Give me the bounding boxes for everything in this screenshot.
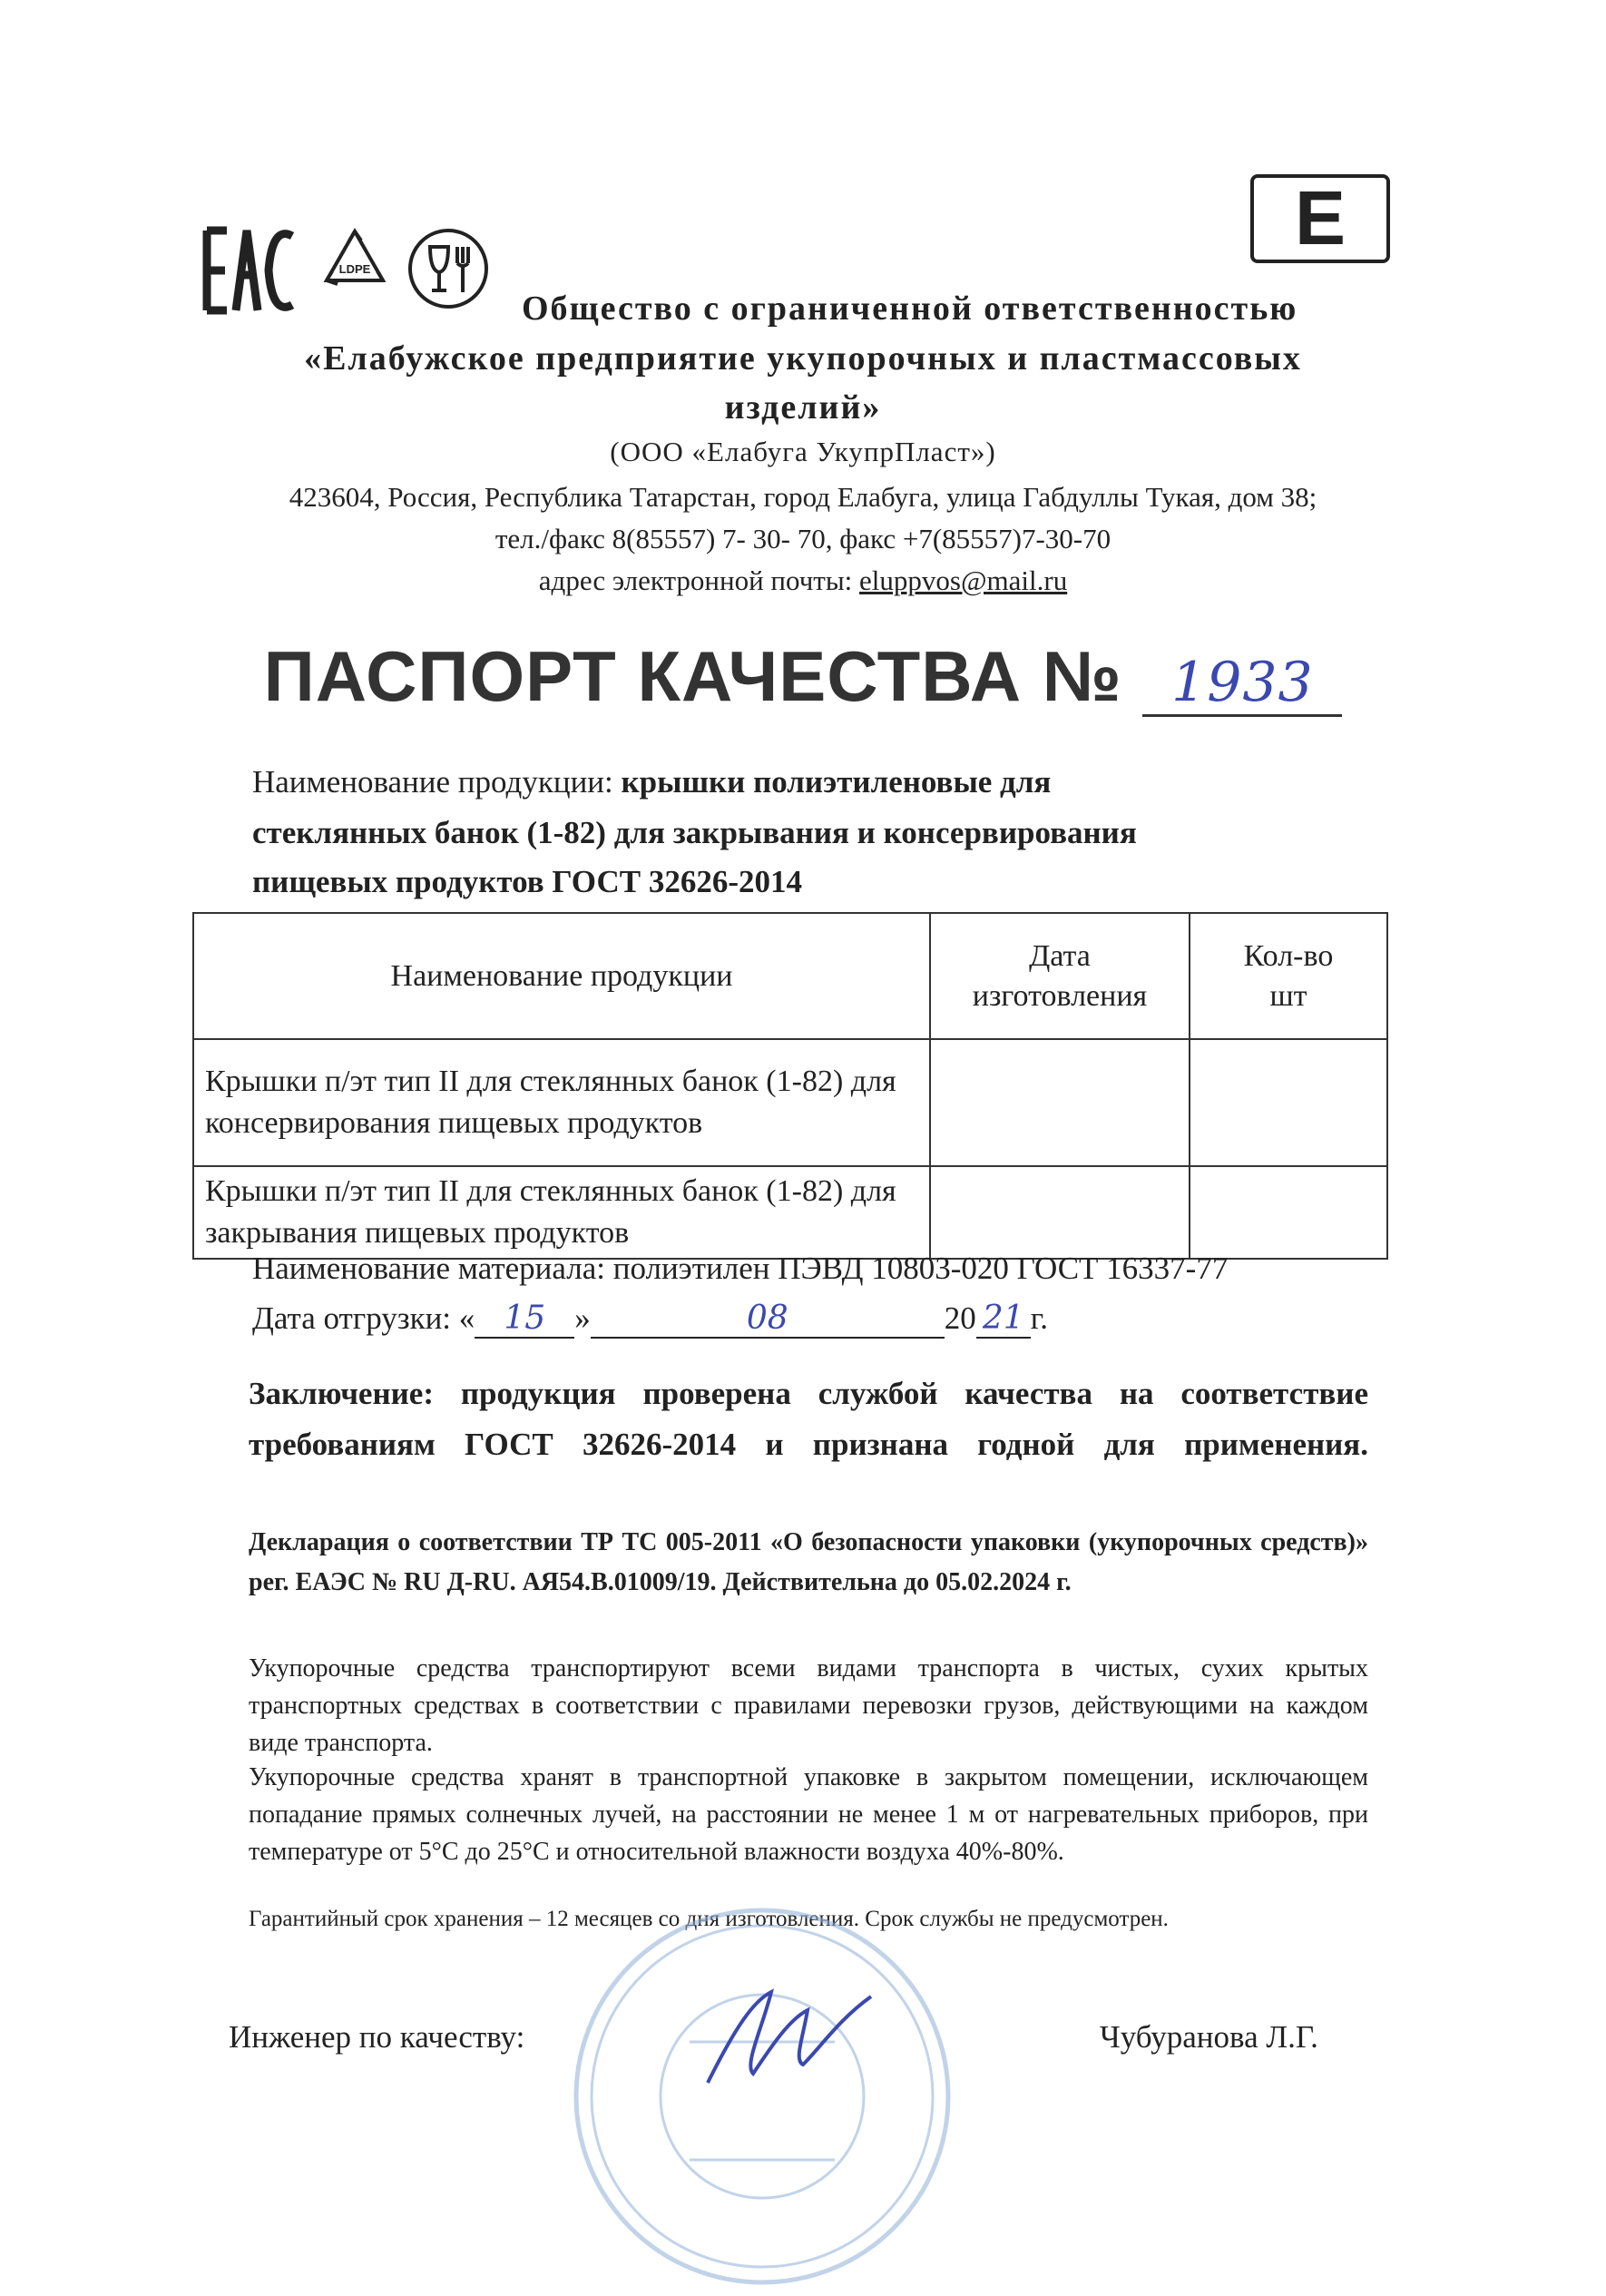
glass-fork-icon [406,227,490,310]
col-header-date-2: изготовления [972,978,1148,1013]
org-short-name: (ООО «Елабуга УкупрПласт») [610,436,996,467]
shipment-open-quote: « [458,1300,475,1336]
col-header-date-1: Дата [1029,938,1091,973]
shipment-close-quote: » [574,1300,591,1336]
org-phone: тел./факс 8(85557) 7- 30- 70, факс +7(85557)7-30-70 [495,523,1111,554]
org-line-3: изделий» [724,388,882,427]
shipment-month: 08 [591,1300,945,1339]
col-header-qty [1190,913,1387,1039]
table-row [193,1039,1387,1166]
col-header-date [930,913,1190,1039]
signature [690,1974,889,2101]
products-table [192,912,1388,1260]
product-name-3: пищевых продуктов ГОСТ 32626-2014 [252,864,802,899]
shipment-day: 15 [475,1300,574,1339]
declaration: Декларация о соответствии ТР ТС 005-2011 «О безопасности упаковки (укупорочных средств)» рег. ЕАЭС № RU Д-RU. АЯ54.В.01009/19. Действительна до 05.02.2024 г. [249,1528,1368,1596]
conclusion: Заключение: продукция проверена службой качества на соответствие требованиям ГОСТ 32626-2014 и признана годной для применения. [249,1376,1368,1462]
shipment-year-end: г. [1030,1300,1048,1336]
shipment-line [252,1300,1048,1339]
col-header-name: Наименование продукции [193,913,930,1039]
product-line-1 [252,764,1051,800]
org-line-2: «Елабужское предприятие укупорочных и пластмассовых [304,339,1302,378]
product-name-2: стеклянных банок (1-82) для закрывания и консервирования [252,815,1137,850]
eac-logo [200,225,299,316]
org-line-1: Общество с ограниченной ответственностью [522,289,1298,328]
shipment-year-suffix: 21 [976,1300,1031,1339]
page-title [0,635,1606,718]
org-email-line [0,564,1606,597]
material-line: Наименование материала: полиэтилен ПЭВД 10803-020 ГОСТ 16337-77 [252,1251,1229,1286]
shipment-label: Дата отгрузки: [252,1300,452,1336]
title-text: ПАСПОРТ КАЧЕСТВА № [263,636,1122,716]
recycle-code: LDPE [338,262,371,276]
email-link[interactable]: eluppvos@mail.ru [859,564,1068,596]
recycle-icon [318,222,392,313]
col-header-qty-1: Кол-во [1243,938,1334,973]
row-1-qty [1190,1039,1387,1166]
warranty-text: Гарантийный срок хранения – 12 месяцев со дня изготовления. Срок службы не предусмотрен. [249,1907,1169,1931]
row-1-name: Крышки п/эт тип II для стеклянных банок (1-82) для консервирования пищевых продуктов [193,1039,930,1166]
row-2-name: Крышки п/эт тип II для стеклянных банок (1-82) для закрывания пищевых продуктов [193,1166,930,1259]
product-label: Наименование продукции: [252,764,613,800]
category-mark: E [1250,174,1390,263]
email-label: адрес электронной почты: [538,564,853,596]
row-2-date [930,1166,1190,1259]
col-header-qty-2: шт [1269,978,1307,1013]
transport-text: Укупорочные средства транспортируют всеми видами транспорта в чистых, сухих крытых транспортных средствах в соответствии с правилами перевозки грузов, действующими на каждом виде транспорта. [249,1654,1368,1757]
shipment-year-prefix: 20 [944,1300,976,1336]
signature-name: Чубуранова Л.Г. [1100,2019,1318,2055]
storage-text: Укупорочные средства хранят в транспортной упаковке в закрытом помещении, исключающем попадание прямых солнечных лучей, на расстоянии не менее 1 м от нагревательных приборов, при температуре от 5°С до 25°С и относительной влажности воздуха 40%-80%. [249,1763,1368,1866]
signature-role: Инженер по качеству: [229,2019,525,2055]
passport-number: 1933 [1142,651,1342,717]
row-1-date [930,1039,1190,1166]
org-address: 423604, Россия, Республика Татарстан, город Елабуга, улица Габдуллы Тукая, дом 38; [289,481,1317,513]
product-name-1: крышки полиэтиленовые для [621,764,1052,800]
row-2-qty [1190,1166,1387,1259]
table-row [193,1166,1387,1259]
